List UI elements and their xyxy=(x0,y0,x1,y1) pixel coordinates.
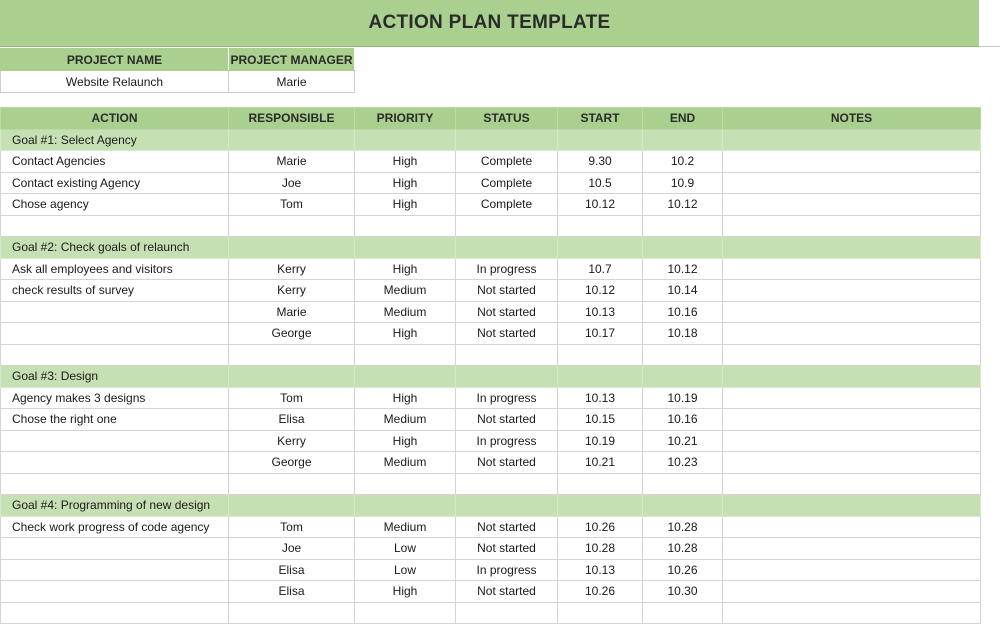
goal-row xyxy=(1,237,981,259)
cell-responsible[interactable]: Kerry xyxy=(229,430,355,452)
cell-action[interactable] xyxy=(1,301,229,323)
goal-cell-status[interactable] xyxy=(456,495,558,517)
goal-cell-priority[interactable] xyxy=(355,237,456,259)
cell-end[interactable]: 10.14 xyxy=(643,280,723,302)
cell-start[interactable]: 10.26 xyxy=(558,581,643,603)
cell-priority[interactable]: Medium xyxy=(355,301,456,323)
table-row xyxy=(1,581,981,603)
cell-priority[interactable]: Medium xyxy=(355,280,456,302)
goal-cell-end[interactable] xyxy=(643,495,723,517)
goal-row xyxy=(1,495,981,517)
cell-priority[interactable]: High xyxy=(355,194,456,216)
cell-responsible[interactable] xyxy=(229,215,355,237)
blank-row xyxy=(1,602,981,624)
table-row xyxy=(1,452,981,474)
cell-start[interactable]: 9.30 xyxy=(558,151,643,173)
cell-action[interactable] xyxy=(1,473,229,495)
column-header-end[interactable]: END xyxy=(643,108,723,130)
goal-title[interactable]: Goal #1: Select Agency xyxy=(1,129,229,151)
cell-status[interactable]: In progress xyxy=(456,430,558,452)
cell-status[interactable] xyxy=(456,473,558,495)
cell-responsible[interactable]: George xyxy=(229,323,355,345)
goal-cell-start[interactable] xyxy=(558,366,643,388)
cell-end[interactable]: 10.21 xyxy=(643,430,723,452)
cell-end[interactable] xyxy=(643,602,723,624)
cell-action[interactable]: Contact Agencies xyxy=(1,151,229,173)
cell-action[interactable] xyxy=(1,559,229,581)
cell-status[interactable]: Not started xyxy=(456,409,558,431)
column-header-start[interactable]: START xyxy=(558,108,643,130)
cell-action[interactable] xyxy=(1,538,229,560)
cell-notes[interactable] xyxy=(723,344,981,366)
cell-priority[interactable]: Medium xyxy=(355,452,456,474)
cell-priority[interactable] xyxy=(355,602,456,624)
cell-priority[interactable]: Medium xyxy=(355,516,456,538)
cell-notes[interactable] xyxy=(723,602,981,624)
cell-status[interactable]: Not started xyxy=(456,323,558,345)
action-plan-table xyxy=(0,107,981,624)
goal-cell-end[interactable] xyxy=(643,237,723,259)
cell-priority[interactable]: High xyxy=(355,323,456,345)
cell-start[interactable]: 10.12 xyxy=(558,194,643,216)
cell-start[interactable]: 10.15 xyxy=(558,409,643,431)
cell-start[interactable] xyxy=(558,344,643,366)
cell-notes[interactable] xyxy=(723,301,981,323)
goal-cell-notes[interactable] xyxy=(723,495,981,517)
cell-action[interactable]: Ask all employees and visitors xyxy=(1,258,229,280)
cell-status[interactable]: Complete xyxy=(456,151,558,173)
cell-start[interactable]: 10.17 xyxy=(558,323,643,345)
cell-status[interactable]: Complete xyxy=(456,194,558,216)
cell-notes[interactable] xyxy=(723,172,981,194)
cell-notes[interactable] xyxy=(723,538,981,560)
project-manager-cell[interactable]: Marie xyxy=(229,71,355,93)
project-info-header xyxy=(1,49,355,71)
cell-notes[interactable] xyxy=(723,323,981,345)
goal-row xyxy=(1,366,981,388)
cell-end[interactable]: 10.28 xyxy=(643,516,723,538)
table-row xyxy=(1,280,981,302)
project-manager-label: PROJECT MANAGER xyxy=(229,49,355,71)
cell-notes[interactable] xyxy=(723,258,981,280)
cell-priority[interactable]: High xyxy=(355,151,456,173)
table-row xyxy=(1,387,981,409)
cell-start[interactable]: 10.28 xyxy=(558,538,643,560)
page-title: ACTION PLAN TEMPLATE xyxy=(368,12,611,33)
column-header-row xyxy=(1,108,981,130)
cell-end[interactable]: 10.16 xyxy=(643,409,723,431)
cell-priority[interactable]: Low xyxy=(355,559,456,581)
table-row xyxy=(1,172,981,194)
cell-status[interactable]: Not started xyxy=(456,516,558,538)
goal-cell-responsible[interactable] xyxy=(229,495,355,517)
cell-priority[interactable]: Medium xyxy=(355,409,456,431)
cell-responsible[interactable]: Tom xyxy=(229,194,355,216)
cell-end[interactable]: 10.23 xyxy=(643,452,723,474)
cell-notes[interactable] xyxy=(723,409,981,431)
cell-start[interactable]: 10.13 xyxy=(558,559,643,581)
goal-cell-end[interactable] xyxy=(643,129,723,151)
goal-cell-responsible[interactable] xyxy=(229,129,355,151)
column-header-notes[interactable]: NOTES xyxy=(723,108,981,130)
cell-action[interactable]: Chose the right one xyxy=(1,409,229,431)
cell-start[interactable]: 10.5 xyxy=(558,172,643,194)
cell-responsible[interactable]: George xyxy=(229,452,355,474)
goal-cell-status[interactable] xyxy=(456,237,558,259)
table-row xyxy=(1,538,981,560)
cell-priority[interactable]: High xyxy=(355,581,456,603)
cell-action[interactable] xyxy=(1,430,229,452)
cell-start[interactable]: 10.13 xyxy=(558,301,643,323)
cell-priority[interactable]: High xyxy=(355,258,456,280)
cell-priority[interactable]: High xyxy=(355,172,456,194)
cell-status[interactable]: Not started xyxy=(456,581,558,603)
goal-title[interactable]: Goal #3: Design xyxy=(1,366,229,388)
cell-end[interactable] xyxy=(643,473,723,495)
cell-start[interactable]: 10.7 xyxy=(558,258,643,280)
goal-cell-priority[interactable] xyxy=(355,129,456,151)
cell-status[interactable] xyxy=(456,215,558,237)
cell-start[interactable]: 10.21 xyxy=(558,452,643,474)
project-name-label: PROJECT NAME xyxy=(1,49,229,71)
cell-action[interactable] xyxy=(1,344,229,366)
cell-notes[interactable] xyxy=(723,215,981,237)
cell-notes[interactable] xyxy=(723,559,981,581)
cell-start[interactable]: 10.26 xyxy=(558,516,643,538)
cell-responsible[interactable]: Joe xyxy=(229,538,355,560)
cell-end[interactable]: 10.9 xyxy=(643,172,723,194)
cell-responsible[interactable]: Marie xyxy=(229,301,355,323)
cell-status[interactable]: In progress xyxy=(456,258,558,280)
cell-notes[interactable] xyxy=(723,430,981,452)
goal-row xyxy=(1,129,981,151)
title-bar xyxy=(0,0,979,47)
cell-priority[interactable]: High xyxy=(355,387,456,409)
table-row xyxy=(1,194,981,216)
cell-end[interactable]: 10.2 xyxy=(643,151,723,173)
cell-notes[interactable] xyxy=(723,387,981,409)
cell-responsible[interactable]: Tom xyxy=(229,516,355,538)
goal-cell-priority[interactable] xyxy=(355,495,456,517)
cell-status[interactable]: Not started xyxy=(456,538,558,560)
cell-action[interactable] xyxy=(1,215,229,237)
cell-start[interactable] xyxy=(558,473,643,495)
cell-status[interactable]: In progress xyxy=(456,387,558,409)
cell-notes[interactable] xyxy=(723,473,981,495)
cell-action[interactable] xyxy=(1,452,229,474)
goal-cell-notes[interactable] xyxy=(723,129,981,151)
cell-notes[interactable] xyxy=(723,194,981,216)
table-row xyxy=(1,323,981,345)
title-gap xyxy=(979,0,1000,47)
cell-notes[interactable] xyxy=(723,581,981,603)
cell-status[interactable]: Not started xyxy=(456,280,558,302)
goal-cell-end[interactable] xyxy=(643,366,723,388)
cell-start[interactable] xyxy=(558,602,643,624)
cell-status[interactable] xyxy=(456,602,558,624)
project-info-table xyxy=(0,48,355,93)
cell-notes[interactable] xyxy=(723,151,981,173)
cell-responsible[interactable]: Elisa xyxy=(229,581,355,603)
cell-end[interactable] xyxy=(643,344,723,366)
blank-row xyxy=(1,473,981,495)
table-row xyxy=(1,258,981,280)
cell-responsible[interactable]: Tom xyxy=(229,387,355,409)
cell-notes[interactable] xyxy=(723,452,981,474)
table-row xyxy=(1,409,981,431)
cell-status[interactable]: Not started xyxy=(456,452,558,474)
column-header-responsible[interactable]: RESPONSIBLE xyxy=(229,108,355,130)
cell-priority[interactable]: Low xyxy=(355,538,456,560)
cell-end[interactable]: 10.19 xyxy=(643,387,723,409)
goal-cell-priority[interactable] xyxy=(355,366,456,388)
goal-cell-notes[interactable] xyxy=(723,237,981,259)
column-header-action[interactable]: ACTION xyxy=(1,108,229,130)
cell-action[interactable]: Chose agency xyxy=(1,194,229,216)
cell-responsible[interactable]: Elisa xyxy=(229,559,355,581)
cell-end[interactable] xyxy=(643,215,723,237)
cell-end[interactable]: 10.16 xyxy=(643,301,723,323)
goal-cell-responsible[interactable] xyxy=(229,237,355,259)
cell-notes[interactable] xyxy=(723,516,981,538)
cell-priority[interactable] xyxy=(355,473,456,495)
column-header-priority[interactable]: PRIORITY xyxy=(355,108,456,130)
project-name-cell[interactable]: Website Relaunch xyxy=(1,71,229,93)
table-row xyxy=(1,301,981,323)
goal-cell-status[interactable] xyxy=(456,366,558,388)
cell-status[interactable] xyxy=(456,344,558,366)
blank-row xyxy=(1,344,981,366)
cell-end[interactable]: 10.12 xyxy=(643,258,723,280)
table-row xyxy=(1,430,981,452)
cell-status[interactable]: Not started xyxy=(456,301,558,323)
cell-end[interactable]: 10.28 xyxy=(643,538,723,560)
goal-title[interactable]: Goal #2: Check goals of relaunch xyxy=(1,237,229,259)
cell-action[interactable]: Contact existing Agency xyxy=(1,172,229,194)
cell-action[interactable] xyxy=(1,581,229,603)
cell-responsible[interactable]: Marie xyxy=(229,151,355,173)
cell-action[interactable]: check results of survey xyxy=(1,280,229,302)
cell-status[interactable]: In progress xyxy=(456,559,558,581)
cell-priority[interactable] xyxy=(355,215,456,237)
cell-priority[interactable]: High xyxy=(355,430,456,452)
cell-end[interactable]: 10.26 xyxy=(643,559,723,581)
goal-cell-start[interactable] xyxy=(558,495,643,517)
cell-end[interactable]: 10.18 xyxy=(643,323,723,345)
cell-responsible[interactable] xyxy=(229,344,355,366)
column-header-status[interactable]: STATUS xyxy=(456,108,558,130)
goal-title[interactable]: Goal #4: Programming of new design xyxy=(1,495,229,517)
goal-cell-start[interactable] xyxy=(558,237,643,259)
cell-responsible[interactable] xyxy=(229,473,355,495)
cell-start[interactable]: 10.19 xyxy=(558,430,643,452)
cell-action[interactable]: Agency makes 3 designs xyxy=(1,387,229,409)
cell-priority[interactable] xyxy=(355,344,456,366)
action-plan-body xyxy=(1,129,981,624)
cell-end[interactable]: 10.30 xyxy=(643,581,723,603)
cell-responsible[interactable]: Kerry xyxy=(229,280,355,302)
cell-responsible[interactable]: Elisa xyxy=(229,409,355,431)
cell-start[interactable] xyxy=(558,215,643,237)
cell-status[interactable]: Complete xyxy=(456,172,558,194)
cell-action[interactable]: Check work progress of code agency xyxy=(1,516,229,538)
cell-responsible[interactable]: Joe xyxy=(229,172,355,194)
goal-cell-status[interactable] xyxy=(456,129,558,151)
project-info-values xyxy=(1,71,355,93)
cell-action[interactable] xyxy=(1,323,229,345)
goal-cell-start[interactable] xyxy=(558,129,643,151)
cell-start[interactable]: 10.12 xyxy=(558,280,643,302)
blank-row xyxy=(1,215,981,237)
table-row xyxy=(1,151,981,173)
table-row xyxy=(1,516,981,538)
cell-action[interactable] xyxy=(1,602,229,624)
table-row xyxy=(1,559,981,581)
goal-cell-responsible[interactable] xyxy=(229,366,355,388)
cell-responsible[interactable] xyxy=(229,602,355,624)
cell-start[interactable]: 10.13 xyxy=(558,387,643,409)
goal-cell-notes[interactable] xyxy=(723,366,981,388)
cell-end[interactable]: 10.12 xyxy=(643,194,723,216)
cell-notes[interactable] xyxy=(723,280,981,302)
cell-responsible[interactable]: Kerry xyxy=(229,258,355,280)
